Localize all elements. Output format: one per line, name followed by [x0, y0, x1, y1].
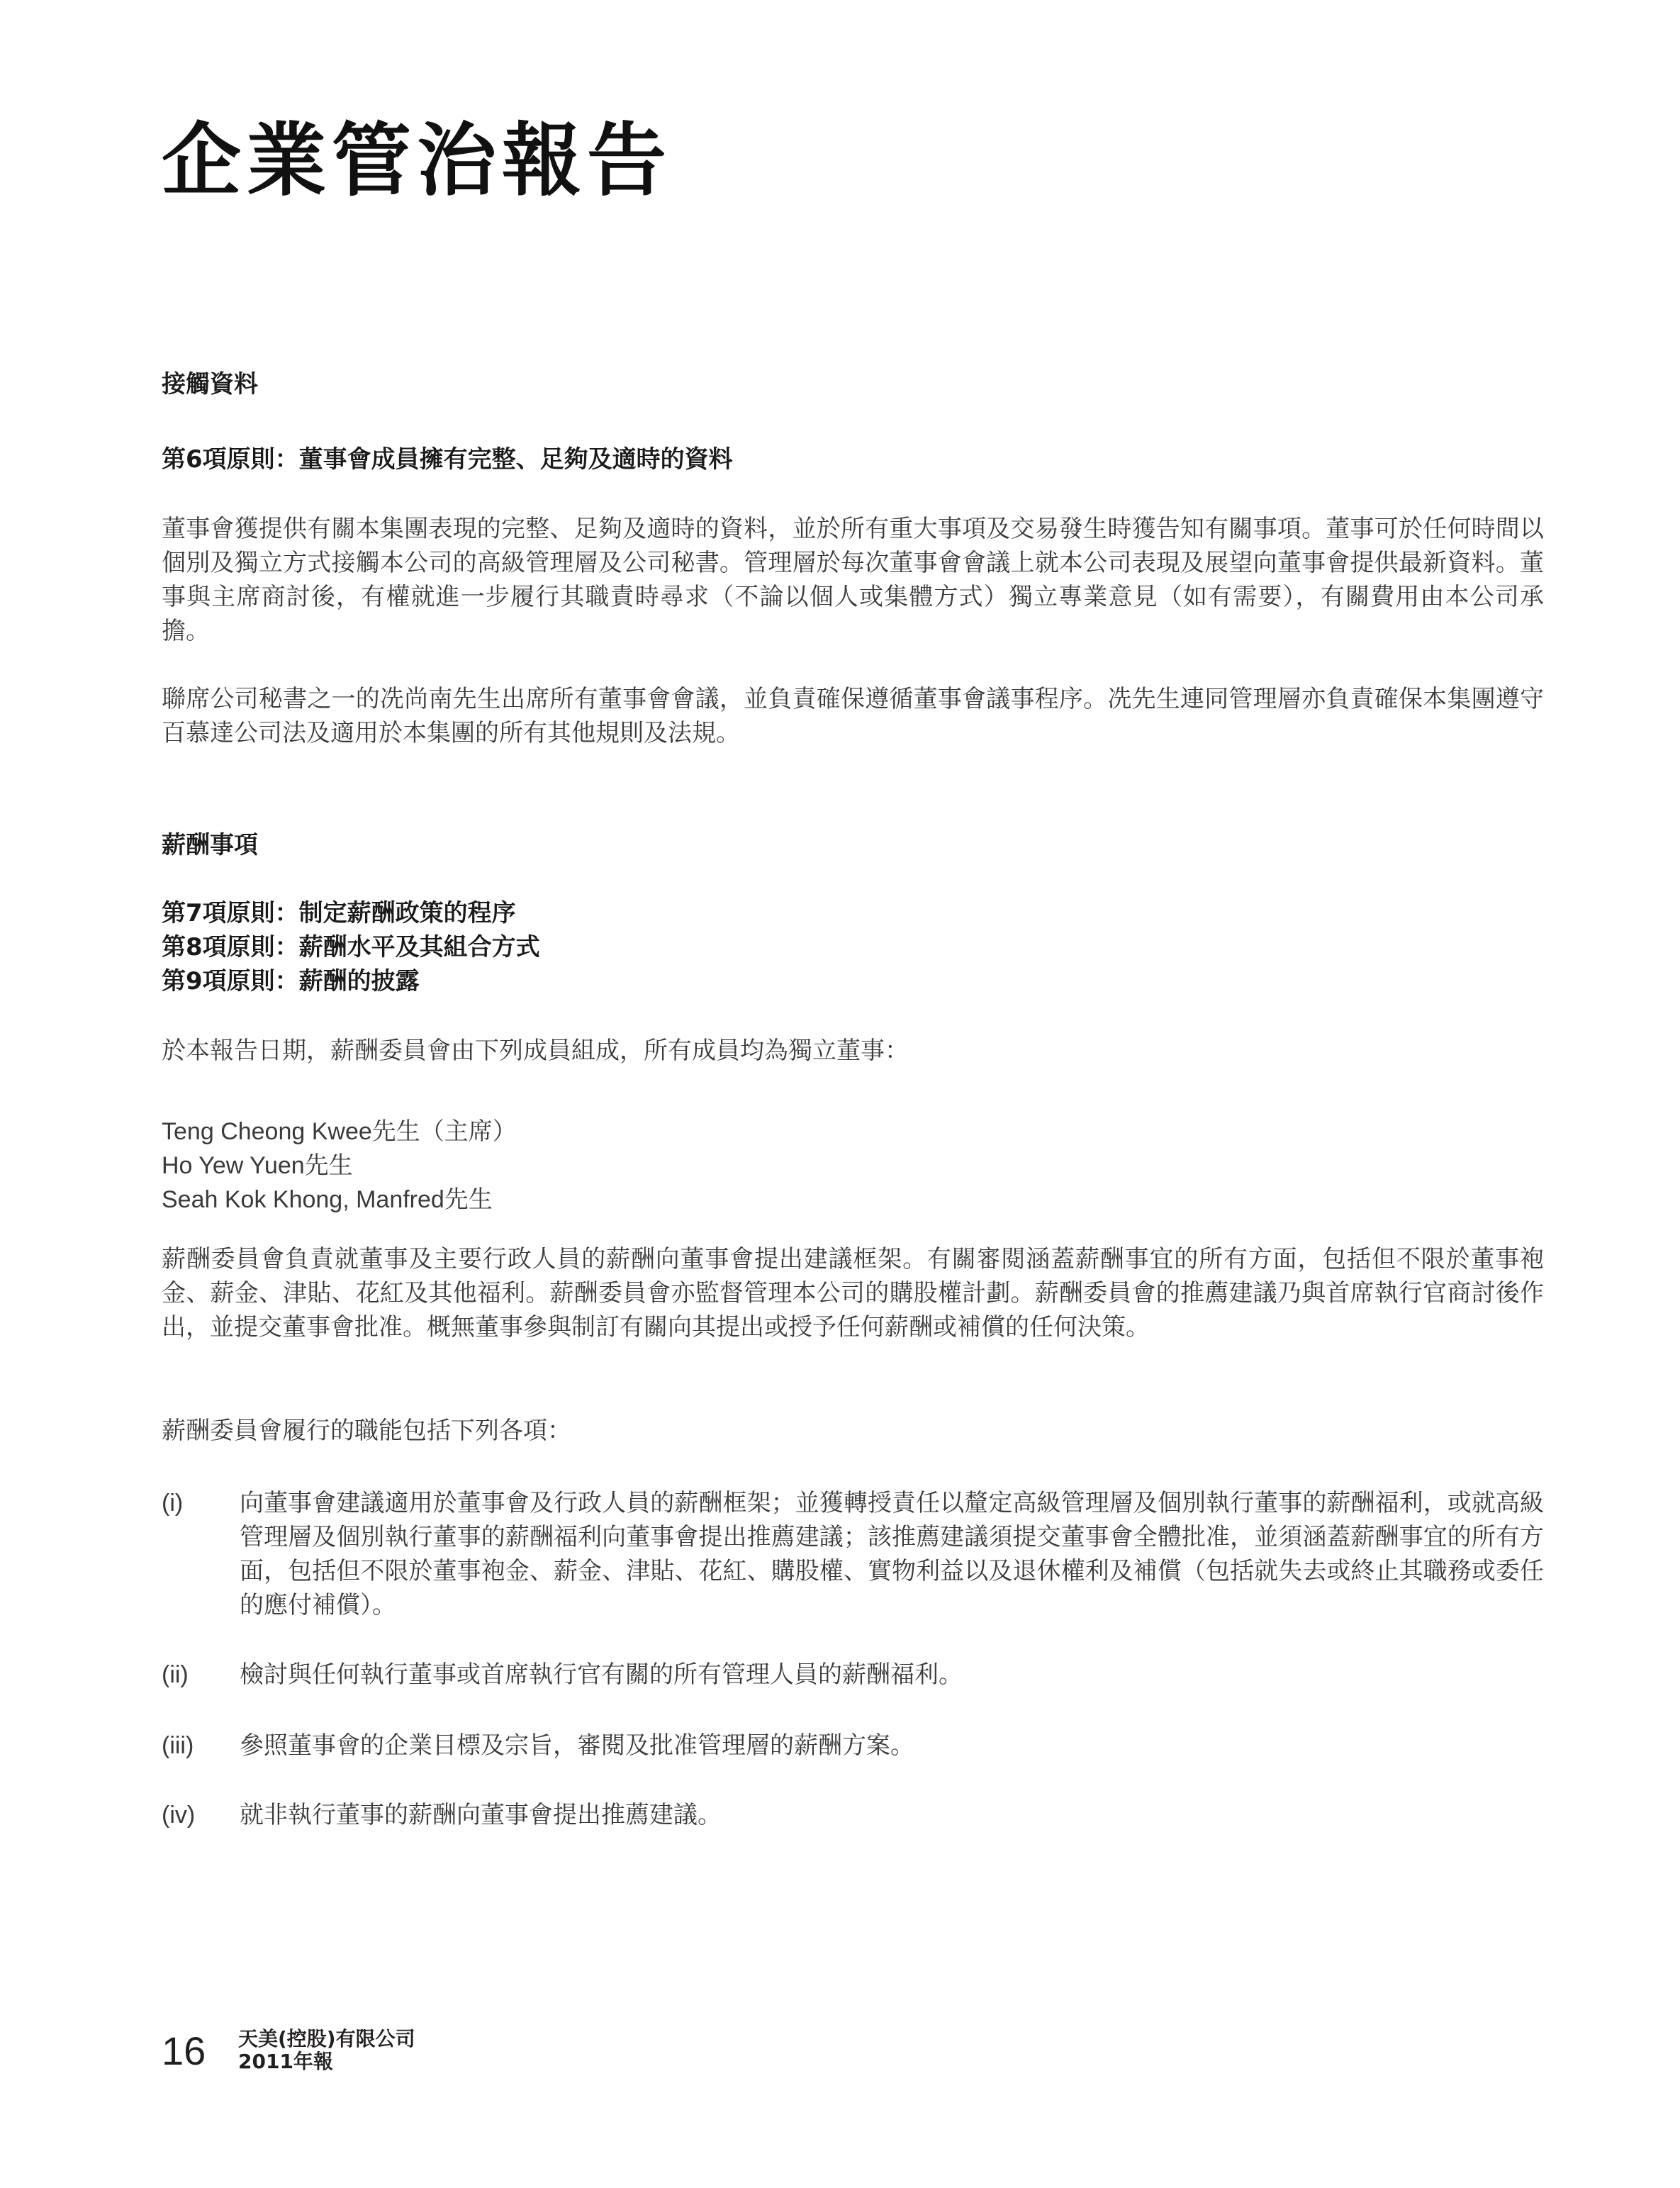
list-text: 參照董事會的企業目標及宗旨，審閱及批准管理層的薪酬方案。 — [240, 1731, 914, 1760]
principle-heading: 第7項原則：制定薪酬政策的程序 — [162, 899, 516, 927]
principle-heading: 第6項原則：董事會成員擁有完整、足夠及適時的資料 — [162, 445, 733, 474]
functions-intro — [162, 1414, 1544, 1448]
member-name: Seah Kok Khong, Manfred先生 — [162, 1186, 493, 1213]
paragraph: 董事會獲提供有關本集團表現的完整、足夠及適時的資料，並於所有重大事項及交易發生時獲告知有關事項。董事可於任何時間以個別及獨立方式接觸本公司的高級管理層及公司秘書。管理層於每次董事會會議上就本公司表現及展望向董事會提供最新資料。董事與主席商討後，有權就進一步履行其職責時尋求（不論以個人或集體方式）獨立專業意見（如有需要），有關費用由本公司承擔。 — [162, 515, 1544, 645]
page-number: 16 — [162, 2028, 206, 2073]
list-number: (i) — [162, 1490, 184, 1517]
member-name: Teng Cheong Kwee先生（主席） — [162, 1118, 517, 1145]
remuneration-paragraph-1 — [162, 1242, 1544, 1344]
member-name: Ho Yew Yuen先生 — [162, 1152, 353, 1179]
list-text: 檢討與任何執行董事或首席執行官有關的所有管理人員的薪酬福利。 — [240, 1660, 963, 1689]
principle-heading: 第9項原則：薪酬的披露 — [162, 967, 420, 995]
remuneration-principles — [162, 896, 1544, 998]
list-number: (iii) — [162, 1732, 194, 1759]
section-heading-remuneration: 薪酬事項 — [162, 831, 258, 859]
list-number: (iv) — [162, 1802, 196, 1829]
paragraph: 薪酬委員會負責就董事及主要行政人員的薪酬向董事會提出建議框架。有關審閱涵蓋薪酬事宜的所有方面，包括但不限於董事袍金、薪金、津貼、花紅及其他福利。薪酬委員會亦監督管理本公司的購股權計劃。薪酬委員會的推薦建議乃與首席執行官商討後作出，並提交董事會批准。概無董事參與制訂有關向其提出或授予任何薪酬或補償的任何決策。 — [162, 1245, 1544, 1341]
paragraph: 聯席公司秘書之一的冼尚南先生出席所有董事會會議，並負責確保遵循董事會議事程序。冼先生連同管理層亦負責確保本集團遵守百慕達公司法及適用於本集團的所有其他規則及法規。 — [162, 685, 1544, 747]
list-text: 就非執行董事的薪酬向董事會提出推薦建議。 — [240, 1801, 722, 1829]
remuneration-section — [162, 828, 1544, 862]
principle-6 — [162, 442, 1544, 476]
list-item — [162, 1658, 1544, 1692]
company-name: 天美(控股)有限公司 — [238, 2027, 415, 2050]
principle-heading: 第8項原則：薪酬水平及其組合方式 — [162, 933, 540, 961]
remuneration-intro — [162, 1034, 1544, 1068]
list-item — [162, 1486, 1544, 1622]
paragraph: 薪酬委員會履行的職能包括下列各項： — [162, 1417, 571, 1445]
access-paragraph-2 — [162, 682, 1544, 750]
section-heading-access: 接觸資料 — [162, 370, 258, 398]
list-item — [162, 1729, 1544, 1763]
list-text: 向董事會建議適用於董事會及行政人員的薪酬框架；並獲轉授責任以釐定高級管理層及個別執行董事的薪酬福利，或就高級管理層及個別執行董事的薪酬福利向董事會提出推薦建議；該推薦建議須提交董事會全體批准，並須涵蓋薪酬事宜的所有方面，包括但不限於董事袍金、薪金、津貼、花紅、購股權、實物利益以及退休權利及補償（包括就失去或終止其職務或委任的應付補償）。 — [240, 1489, 1544, 1619]
access-paragraph-1 — [162, 512, 1544, 648]
page-title: 企業管治報告 — [162, 115, 672, 207]
access-section — [162, 367, 1544, 401]
list-number: (ii) — [162, 1661, 189, 1688]
report-title: 2011年報 — [238, 2050, 333, 2073]
committee-members — [162, 1115, 1544, 1217]
paragraph: 於本報告日期，薪酬委員會由下列成員組成，所有成員均為獨立董事： — [162, 1037, 909, 1065]
list-item — [162, 1798, 1544, 1832]
